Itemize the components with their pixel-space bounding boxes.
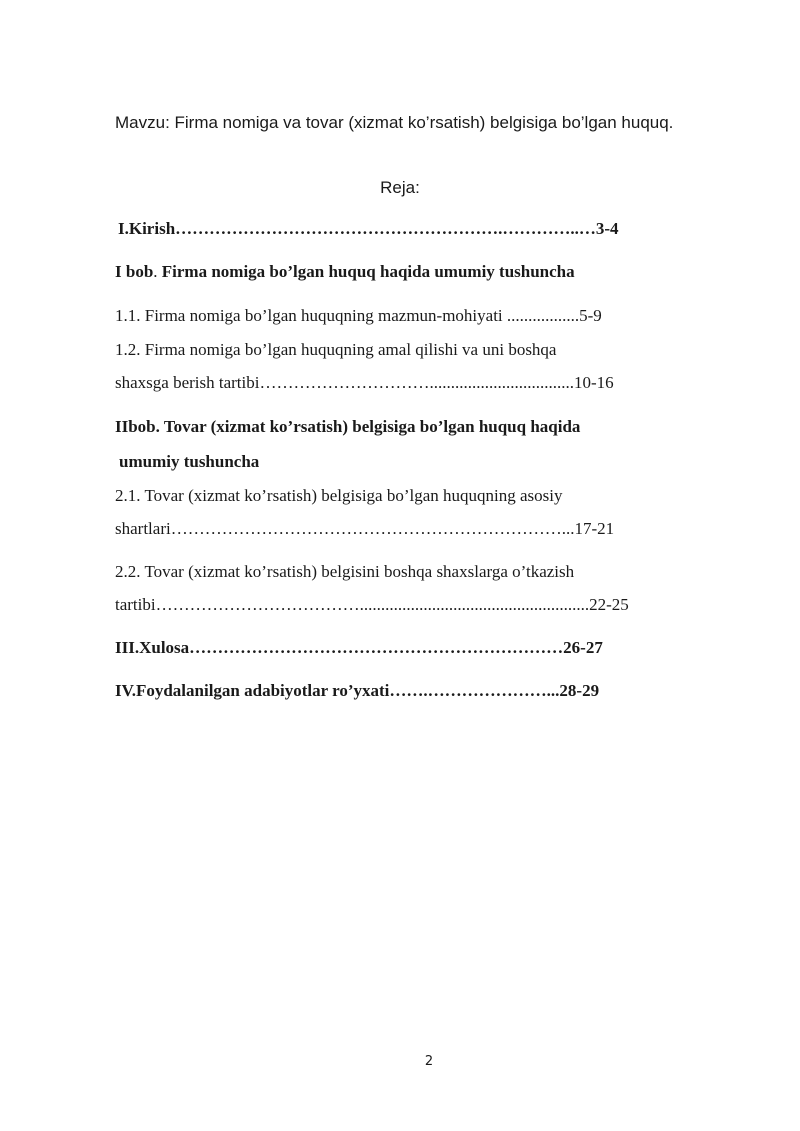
toc-chapter-2-line-1: IIbob. Tovar (xizmat ko’rsatish) belgisiga bo’lgan huquq haqida: [115, 417, 581, 436]
toc-chapter-1-title: [115, 261, 575, 283]
toc-conclusion: III.Xulosa…………………………………………………………26-27: [115, 638, 603, 657]
chapter-1-label: I bob: [115, 262, 154, 281]
toc-section-2-2-line-1: 2.2. Tovar (xizmat ko’rsatish) belgisini boshqa shaxslarga o’tkazish: [115, 562, 575, 581]
toc-section-2-2-line-2: tartibi………………………………......................................................22-25: [115, 595, 629, 614]
toc-intro: I.Kirish………………………………………………….…………..…3-4: [118, 219, 619, 238]
chapter-1-separator: .: [153, 262, 162, 281]
toc-section-1-2-line-1: 1.2. Firma nomiga bo’lgan huquqning amal qilishi va uni boshqa: [115, 340, 557, 359]
chapter-1-heading: Firma nomiga bo’lgan huquq haqida umumiy tushuncha: [161, 262, 575, 281]
topic-line: Mavzu: Firma nomiga va tovar (xizmat ko’rsatish) belgisiga bo’lgan huquq.: [115, 113, 674, 132]
plan-heading: Reja:: [380, 178, 420, 197]
toc-references: IV.Foydalanilgan adabiyotlar ro’yxati…….…………………...28-29: [115, 681, 600, 700]
toc-section-2-1-line-2: shartlari……………………………………………………………...17-21: [115, 519, 615, 538]
toc-section-1-1: 1.1. Firma nomiga bo’lgan huquqning mazmun-mohiyati .................5-9: [115, 306, 602, 325]
toc-chapter-2-line-2: umumiy tushuncha: [119, 452, 260, 471]
page-number: 2: [424, 1054, 434, 1069]
toc-section-1-2-line-2: shaxsga berish tartibi…………………………..................................10-16: [115, 373, 614, 392]
toc-section-2-1-line-1: 2.1. Tovar (xizmat ko’rsatish) belgisiga bo’lgan huquqning asosiy: [115, 486, 563, 505]
